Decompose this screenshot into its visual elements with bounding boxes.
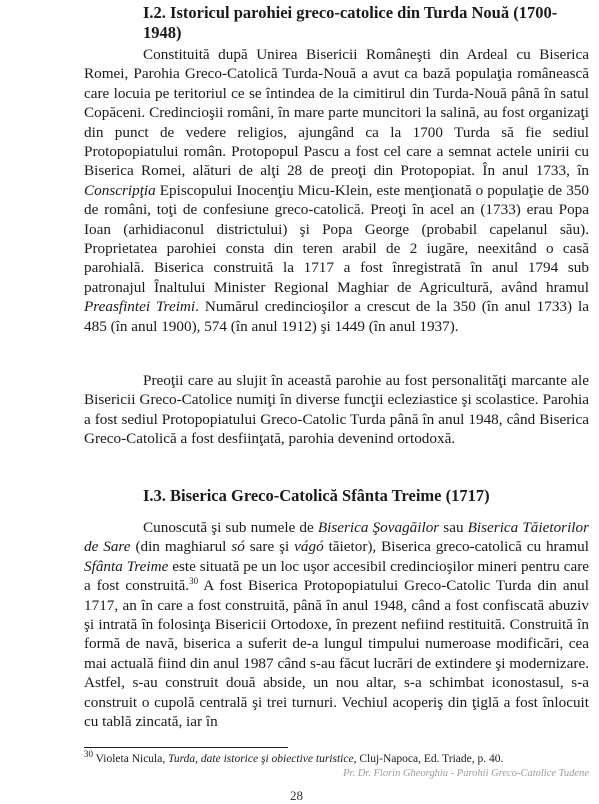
- footnote: $^{30}$ Violeta Nicula, Turda, date istorice şi obiective turistice, Cluj-Napoca, Ed. Triade, p. 40.: [84, 749, 504, 765]
- footnote-reference[interactable]: 30: [189, 576, 199, 587]
- paragraph-church: Cunoscută şi sub numele de Biserica Şovagăilor sau Biserica Tăietorilor de Sare (din maghiarul só sare şi vágó tăietor), Biserica greco-catolică cu hramul Sfânta Treime este situată pe un loc uşor accesibil credincioşilor mineri pentru care a fost construită.$^{30}$ A fost Biserica Protopopiatului Greco-Catolic Turda din anul 1717, an în care a fost construită, până în anul 1948, când a fost confiscată abuziv şi intrată în folosinţa Bisericii Ortodoxe, în prezent nefiind restituită. Construită în formă de navă, biserica a suferit de-a lungul timpului numeroase modificări, cea mai actuală fiind din anul 1987 când s-au făcut lucrări de extindere şi modernizare. Astfel, s-au construit două abside, un nou altar, s-a schimbat iconostasul, s-a construit o cupolă centrală şi trei turnuri. Vechiul acoperiş din ţiglă a fost înlocuit cu tablă zincată, iar în: [84, 519, 590, 731]
- footnote-number: 30: [84, 749, 93, 760]
- page-number: 28: [290, 788, 303, 803]
- section-heading-parish-history: I.2. Istoricul parohiei greco-catolice din Turda Nouă (1700-1948): [143, 3, 558, 42]
- footnote-divider: [84, 747, 288, 748]
- paragraph-parish-history: Constituită după Unirea Bisericii Româneşti din Ardeal cu Biserica Romei, Parohia Greco-Catolică Turda-Nouă a avut ca bază populaţia românească care locuia pe teritoriul ce se întindea de la cimitirul din Turda-Nouă până în satul Copăceni. Credincioşii români, în mare parte muncitori la salină, au fost organizaţi din punct de vedere religios, ajungând ca la 1700 Turda să fie sediul Protopopiatului român. Protopopul Pascu a fost cel care a semnat actele unirii cu Biserica Romei, alături de alţi 28 de preoţi din Protopopiat. În anul 1733, în Conscripţia Episcopului Inocenţiu Micu-Klein, este menţionată o populaţie de 350 de români, toţi de confesiune greco-catolică. Preoţi în acel an (1733) erau Popa Ioan (arhidiaconul districtului) şi Popa George (probabil capelanul său). Proprietatea parohiei consta din teren arabil de 2 iugăre, neexitând o casă parohială. Biserica construită la 1717 a fost înregistrată în anul 1794 sub patronajul Înaltului Minister Regional Maghiar de Agricultură, având hramul Preasfintei Treimi. Numărul credincioşilor a crescut de la 350 (în anul 1733) la 485 (în anul 1900), 574 (în anul 1912) şi 1449 (în anul 1937).: [84, 46, 589, 335]
- section-heading-church: I.3. Biserica Greco-Catolică Sfânta Treime (1717): [143, 486, 490, 505]
- running-footer: Pr. Dr. Florin Gheorghiu - Parohii Greco-Catolice Tudene: [343, 768, 589, 779]
- paragraph-priests: Preoţii care au slujit în această parohie au fost personalităţi marcante ale Bisericii Greco-Catolice numiţi în diverse funcţii ecleziastice şi scolastice. Parohia a fost sediul Protopopiatului Greco-Catolic Turda până în anul 1948, când Biserica Greco-Catolică a fost desfiinţată, parohia devenind ortodoxă.: [84, 372, 589, 448]
